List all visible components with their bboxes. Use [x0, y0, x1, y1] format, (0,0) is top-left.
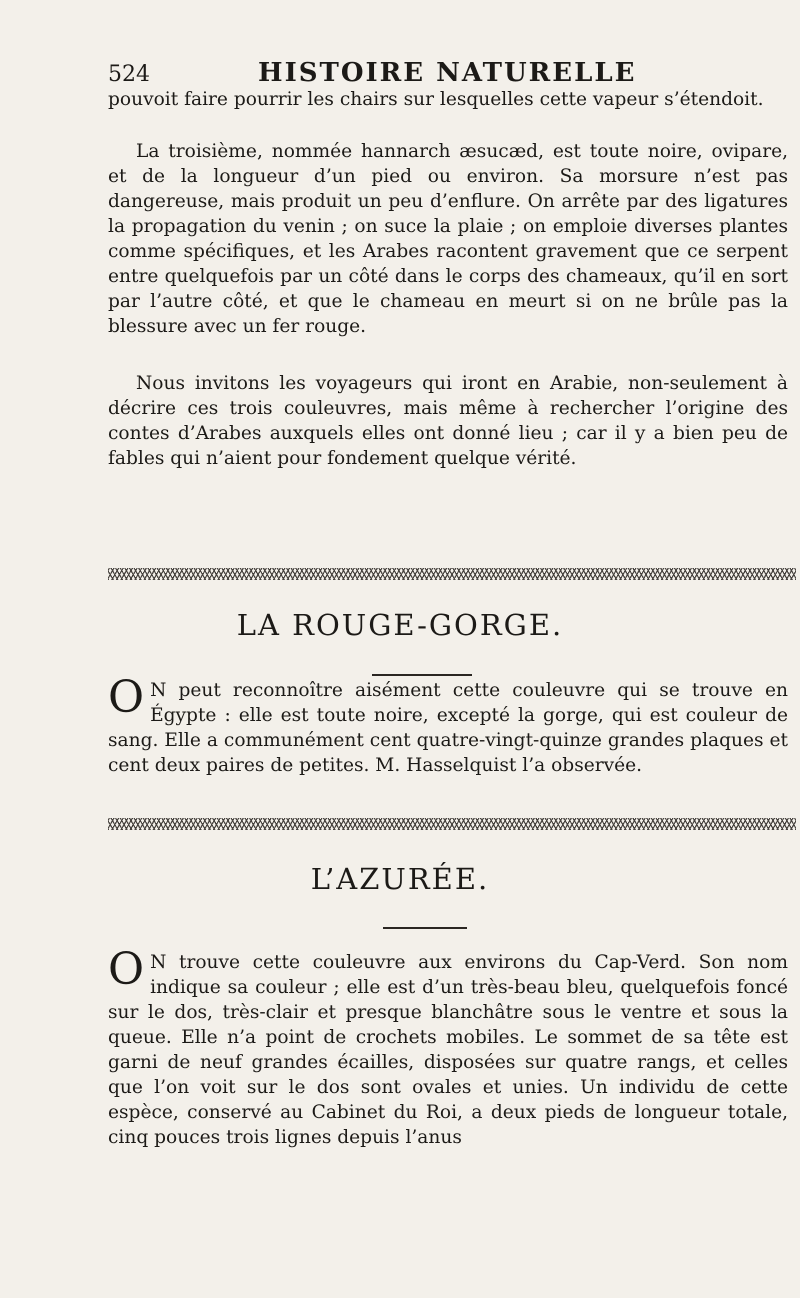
page-number: 524: [108, 62, 150, 87]
section-title-azuree: L’AZURÉE.: [310, 862, 490, 896]
paragraph-continuation: [108, 87, 788, 112]
running-title: HISTOIRE NATURELLE: [258, 58, 637, 88]
section-body-azuree: [108, 944, 788, 1150]
paragraph-text: pouvoit faire pourrir les chairs sur lesquelles cette vapeur s’étendoit.: [108, 89, 764, 110]
ornamental-divider: [108, 568, 796, 580]
paragraph-third-serpent: [108, 139, 788, 339]
section-title-rouge-gorge: LA ROUGE-GORGE.: [236, 608, 564, 642]
title-rule: [383, 927, 467, 929]
paragraph-invitation: [108, 371, 788, 471]
title-rule: [372, 674, 472, 676]
ornamental-divider: [108, 818, 796, 830]
drop-cap: O: [108, 944, 145, 995]
paragraph-text: Nous invitons les voyageurs qui iront en Arabie, non-seulement à décrire ces trois couleuvres, mais même à rechercher l’origine des contes d’Arabes auxquels elles ont donné lieu ; car il y a bien peu de fables qui n’aient pour fondement quelque vérité.: [108, 373, 788, 469]
section-text: N peut reconnoître aisément cette couleuvre qui se trouve en Égypte : elle est toute noire, excepté la gorge, qui est couleur de sang. Elle a communément cent quatre-vingt-quinze grandes plaques et cent deux paires de petites. M. Hasselquist l’a observée.: [108, 680, 788, 776]
section-body-rouge-gorge: [108, 672, 788, 778]
paragraph-text: La troisième, nommée hannarch æsucæd, est toute noire, ovipare, et de la longueur d’un pied ou environ. Sa morsure n’est pas dangereuse, mais produit un peu d’enflure. On arrête par des ligatures la propagation du venin ; on suce la plaie ; on emploie diverses plantes comme spécifiques, et les Arabes racontent gravement que ce serpent entre quelquefois par un côté dans le corps des chameaux, qu’il en sort par l’autre côté, et que le chameau en meurt si on ne brûle pas la blessure avec un fer rouge.: [108, 141, 788, 337]
section-text: N trouve cette couleuvre aux environs du Cap-Verd. Son nom indique sa couleur ; elle est d’un très-beau bleu, quelquefois foncé sur le dos, très-clair et presque blanchâtre sous le ventre et sous la queue. Elle n’a point de crochets mobiles. Le sommet de sa tête est garni de neuf grandes écailles, disposées sur quatre rangs, et celles que l’on voit sur le dos sont ovales et unies. Un individu de cette espèce, conservé au Cabinet du Roi, a deux pieds de longueur totale, cinq pouces trois lignes depuis l’anus: [108, 952, 788, 1148]
drop-cap: O: [108, 672, 145, 723]
